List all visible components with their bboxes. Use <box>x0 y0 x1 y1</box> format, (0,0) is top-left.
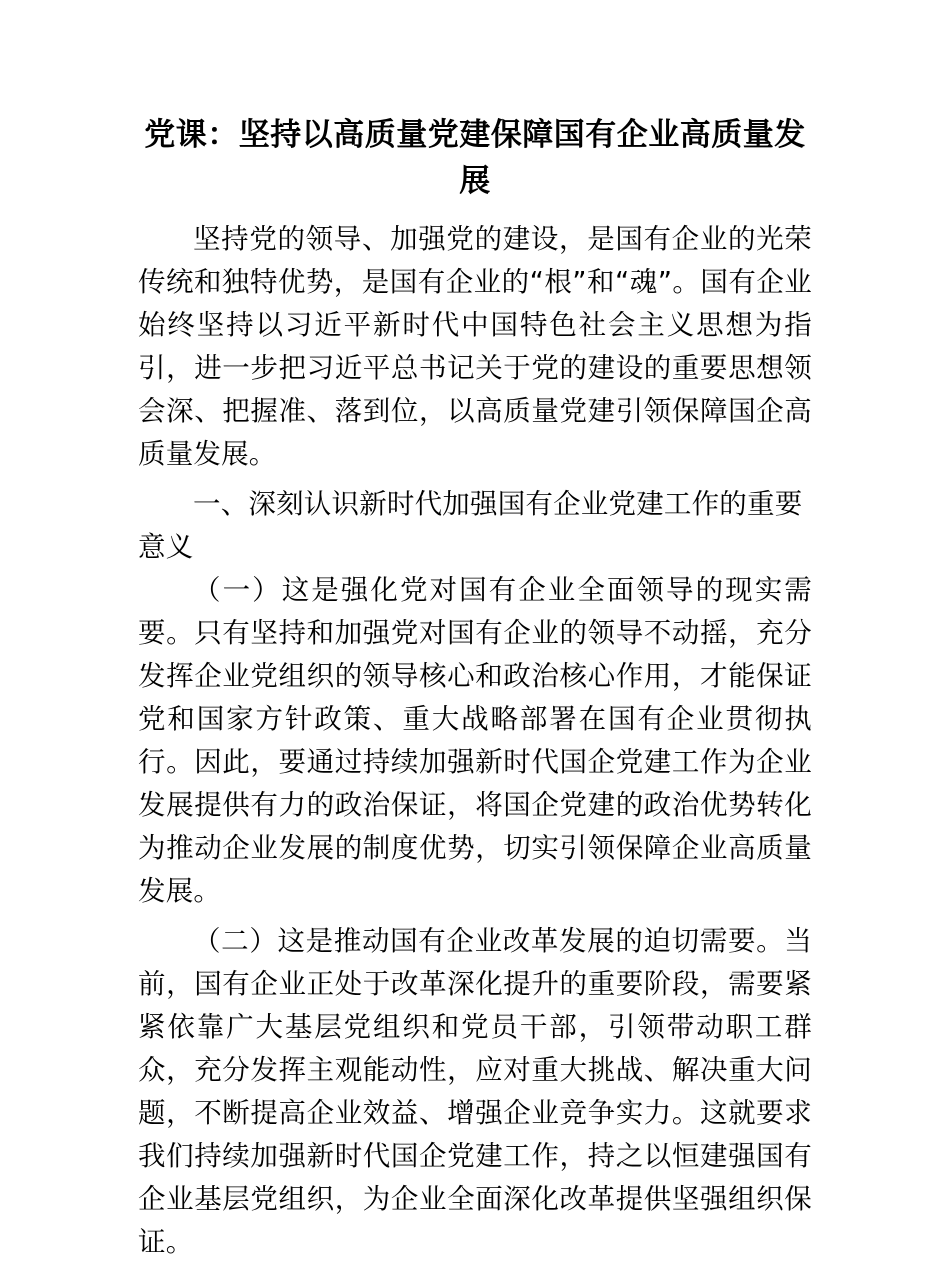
paragraph-subsection-1: （一）这是强化党对国有企业全面领导的现实需要。只有坚持和加强党对国有企业的领导不动摇，充分发挥企业党组织的领导核心和政治核心作用，才能保证党和国家方针政策、重大战略部署在国有企业贯彻执行。因此，要通过持续加强新时代国企党建工作为企业发展提供有力的政治保证，将国企党建的政治优势转化为推动企业发展的制度优势，切实引领保障企业高质量发展。 <box>138 574 812 907</box>
paragraph-intro: 坚持党的领导、加强党的建设，是国有企业的光荣传统和独特优势，是国有企业的“根”和“魂”。国有企业始终坚持以习近平新时代中国特色社会主义思想为指引，进一步把习近平总书记关于党的建设的重要思想领会深、把握准、落到位，以高质量党建引领保障国企高质量发展。 <box>138 223 812 470</box>
paragraph-subsection-2: （二）这是推动国有企业改革发展的迫切需要。当前，国有企业正处于改革深化提升的重要阶段，需要紧紧依靠广大基层党组织和党员干部，引领带动职工群众，充分发挥主观能动性，应对重大挑战、解决重大问题，不断提高企业效益、增强企业竞争实力。这就要求我们持续加强新时代国企党建工作，持之以恒建强国有企业基层党组织，为企业全面深化改革提供坚强组织保证。 <box>138 925 812 1258</box>
page-title: 党课：坚持以高质量党建保障国有企业高质量发展 <box>144 117 806 199</box>
section-heading-1: 一、深刻认识新时代加强国有企业党建工作的重要意义 <box>138 488 803 563</box>
